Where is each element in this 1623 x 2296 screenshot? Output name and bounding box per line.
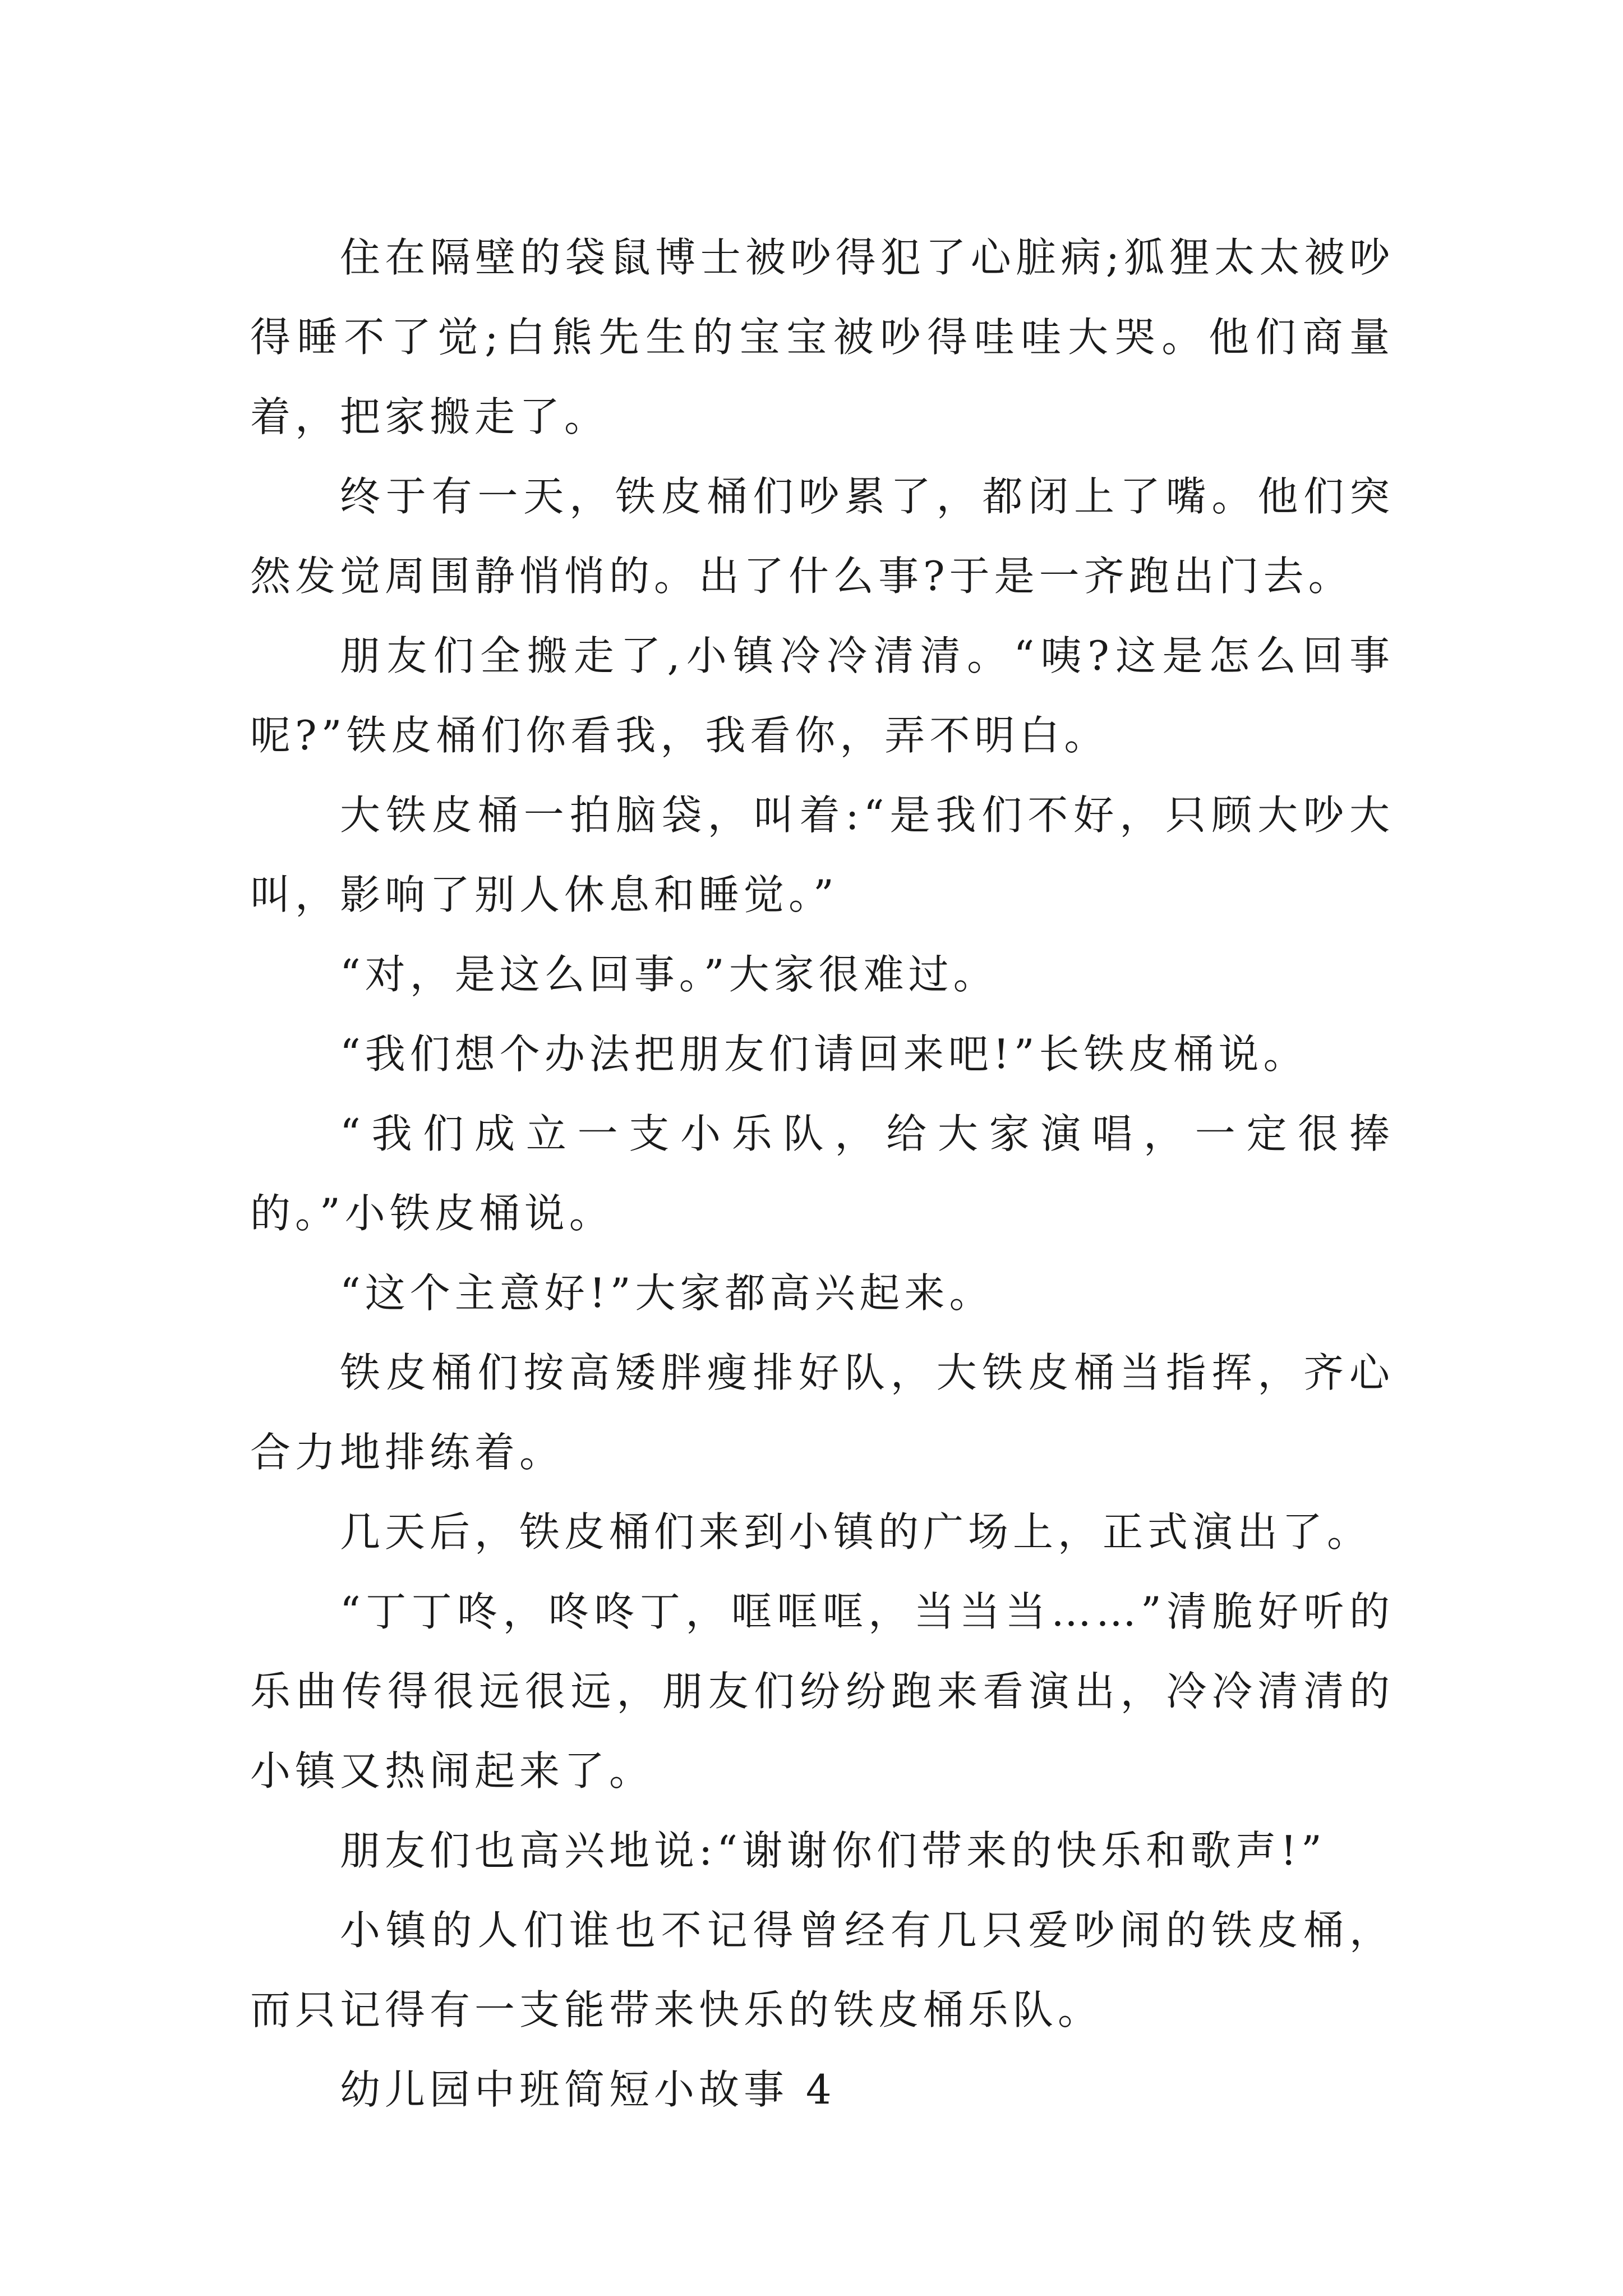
paragraph: 终于有一天，铁皮桶们吵累了，都闭上了嘴。他们突然发觉周围静悄悄的。出了什么事?于是一齐跑出门去。 <box>250 473 1394 600</box>
paragraph: “对，是这么回事。”大家很难过。 <box>340 951 998 998</box>
paragraph: 小镇的人们谁也不记得曾经有几只爱吵闹的铁皮桶，而只记得有一支能带来快乐的铁皮桶乐队。 <box>250 1907 1394 2033</box>
paragraph: 朋友们也高兴地说:“谢谢你们带来的快乐和歌声!” <box>340 1827 1326 1874</box>
paragraph: “我们成立一支小乐队，给大家演唱，一定很捧的。”小铁皮桶说。 <box>250 1110 1394 1237</box>
paragraph: 朋友们全搬走了,小镇冷冷清清。“咦?这是怎么回事呢?”铁皮桶们你看我，我看你，弄不明白。 <box>250 632 1394 759</box>
paragraph: “我们想个办法把朋友们请回来吧!”长铁皮桶说。 <box>340 1030 1308 1078</box>
paragraph: “丁丁咚，咚咚丁，哐哐哐，当当当……”清脆好听的乐曲传得很远很远，朋友们纷纷跑来看演出，冷冷清清的小镇又热闹起来了。 <box>250 1588 1394 1795</box>
document-body <box>250 218 1394 2129</box>
paragraph: 几天后，铁皮桶们来到小镇的广场上，正式演出了。 <box>340 1508 1372 1556</box>
paragraph: 大铁皮桶一拍脑袋，叫着:“是我们不好，只顾大吵大叫，影响了别人休息和睡觉。” <box>250 792 1394 918</box>
paragraph: 铁皮桶们按高矮胖瘦排好队，大铁皮桶当指挥，齐心合力地排练着。 <box>250 1349 1394 1476</box>
paragraph: “这个主意好!”大家都高兴起来。 <box>340 1269 994 1317</box>
paragraph: 住在隔壁的袋鼠博士被吵得犯了心脏病;狐狸太太被吵得睡不了觉;白熊先生的宝宝被吵得哇哇大哭。他们商量着，把家搬走了。 <box>250 234 1394 440</box>
section-heading: 幼儿园中班简短小故事 4 <box>340 2066 836 2113</box>
